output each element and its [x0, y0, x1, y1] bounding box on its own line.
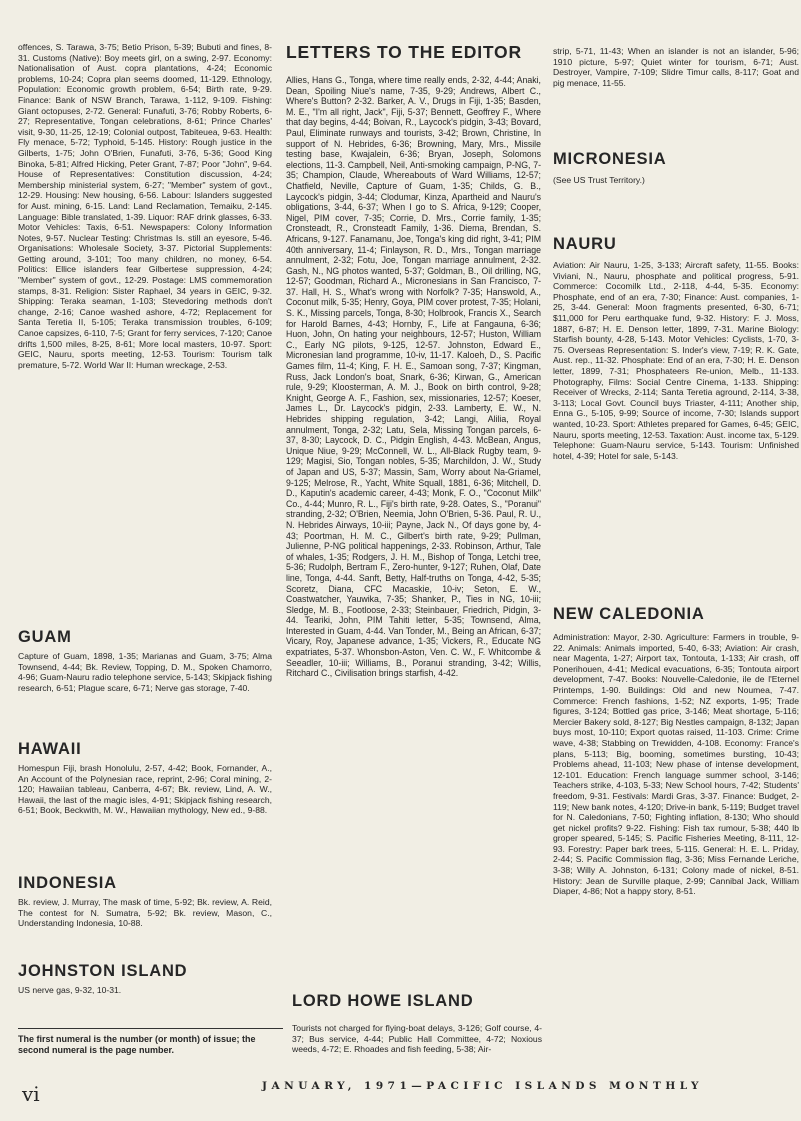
- hawaii-entries: Homespun Fiji, brash Honolulu, 2-57, 4-42; Book, Fornander, A., An Account of the Polynesian race, reprint, 2-96; Coral mining, 2-120; Hawaiian tableau, Canberra, 4-67; Bk. review, Lind, A. W., Hawaii, the last of the magic isles, 4-91; Skipjack fishing research, 6-51; Book, Beckwith, M. W., Hawaiian mythology, New ed., 9-88.: [18, 763, 272, 816]
- lordhowe-entries-continued: strip, 5-71, 11-43; When an islander is not an islander, 5-96; 1910 picture, 5-97; Quiet winter for tourism, 6-71; Aust. Destroyer, Vampire, 7-109; Slidre Timur calls, 8-117; Goat and pig menace, 11-55.: [553, 46, 799, 88]
- nauru-entries: Aviation: Air Nauru, 1-25, 3-133; Aircraft safety, 11-55. Books: Viviani, N., Nauru, phosphate and political progress, 5-91. Commerce: Cocomilk Ltd., 2-118, 4-44, 5-35. Economy: Phosphate, end of an era, 7-30; Finance: Aust. companies, 1-25, 3-44. General: Moon fragments presented, 6-30, 6-71; $11,000 for Peru earthquake fund, 9-32. History: F. J. Moss, 1887, 6-87; H. E. Denson letter, 1899, 7-31. Marine Biology: Starfish bounty, 4-28, 5-143. Motor Vehicles: Cyclists, 1-70, 3-75. Overseas Representation: S. Inder's view, 7-19; R. K. Gate, Aust. rep., 11-32. Phosphate: End of an era, 7-30; H. E. Denson letter, 1899, 7-31; Phosphateers Re-union, Melb., 11-133. Photography, Films: Social Centre Cinema, 1-133. Shipping: Receiver of Wrecks, 2-114; Santa Teretia aground, 2-114, 3-38, 3-113; Local Govt. Council buys Triaster, 4-111; Another ship, Enna G., 5-105, 9-99; Source of income, 7-30; Islands support wanted, 10-23. Sport: Athletes prepared for Games, 6-45; GEIC, Nauru, sports meeting, 12-53. Taxation: Aust. income tax, 5-129. Telephone: Guam-Nauru service, 5-143. Tourism: Unfinished hotel, 4-39; Hotel for sale, 5-143.: [553, 260, 799, 461]
- lordhowe-section: [292, 992, 542, 1055]
- nauru-heading: NAURU: [553, 235, 617, 253]
- johnston-heading: JOHNSTON ISLAND: [18, 962, 188, 980]
- letters-section: [286, 42, 541, 679]
- guam-section: [18, 628, 272, 693]
- letters-entries: Allies, Hans G., Tonga, where time really ends, 2-32, 4-44; Anaki, Dean, Spoiling Niue's name, 7-35, 9-29; Andrews, Albert C., Where's Button? 2-32. Barker, A. V., Drugs in Fiji, 1-35; Basden, M. E., "I'm all right, Jack", Fiji, 5-37; Bennett, Geoffrey F., Where that day begins, 4-44; Boivan, R., Laycock's pidgin, 3-43; Bovard, Paul, Eliminate runways and tourists, 3-42; Brown, Christine, In support of N. Hebrides, 6-36; Browning, Mary, Mrs., Missile testing base, Kwajalein, 6-36; Bryan, Joseph, Solomons elections, 11-3. Campbell, Neil, Anti-smoking campaign, P-NG, 7-35; Champion, Claude, Whereabouts of Ward Williams, 12-57; Chatfield, Neville, Capture of Guam, 1-35; Childs, G. B., Laycock's pidgin, 3-44; Clodumar, Kinza, Apartheid and Nauru's obligations, 3-44, 6-37; When I go to S. Africa, 9-129; Cooper, Nigel, PIM cover, 7-35; Corrie, D. Mrs., Corrie family, 1-35; Cronsteadt, R., Cronsteadt Family, 1-36. Diema, Brendan, S. Africans, 9-127. Fanamanu, Joe, Tonga's king did right, 3-41; PIM 40th anniversary, 11-4; Finlayson, R. D., Mrs., Tongan marriage annulment, 2-32; Fotu, Joe, Tongan marriage annulment, 2-32. Gash, N., NG photos wanted, 5-37; Goldman, B., Oil drilling, NG, 12-57; Goodman, Richard A., Micronesians in San Francisco, 7-37. Hall, H. S., What's wrong with Norfolk? 7-35; Hanswold, A., Coconut milk, 5-35; Henry, Goya, PIM cover protest, 7-35; Holani, S. K., Missing parcels, Tonga, 8-30; Holbrook, Francis X., Search for Harold Barnes, 4-43; Hornby, F., Life at Fangauna, 6-36; Huon, John, On hating your neighbours, 12-57; Huston, William C., Early NG pilots, 9-125, 12-57. Johnston, Edward E., Micronesian land programme, 10-iv, 11-17. Kaloeh, D., S. Pacific Games film, 11-4; King, F. H. E., Samoan song, 7-37; Kingman, Russ, Jack London's boat, Snark, 6-36; Kirwan, G., American rule, 9-29; Kloosterman, A. M. J., Book on birth control, 9-28; Knight, George A. F., Fashion, sex, missionaries, 12-57; Koeser, James L., Dr. Laycock's pidgin, 2-33. Lamberty, E. W., N. Hebrides shipping regulation, 3-42; Langi, Alilia, Royal annulment, Tonga, 2-32; Latu, Sela, Missing Tongan parcels, 6-37, 8-30; Laycock, D. C., Pidgin English, 4-43. McBean, Angus, Unique Niue, 9-29; McConnell, W. L., All-Black Rugby team, 9-129; Magisi, Sio, Tongan nobles, 5-35; Marchildon, J. W., Study of Japan and US, 5-37; Massin, Sam, Worry about Na-Griamel, 9-125; Melrose, R., Yacht, White Squall, 1881, 6-36; Mitchell, D. D., Kaputin's academic career, 4-43; Monk, F. O., "Coconut Milk" Co., 4-44; Munro, R. L., Fiji's birth rate, 9-28. Oates, S., "Poranui" stranding, 2-32; O'Brien, Neemia, John O'Brien, 5-36. Paul, R. U., N. Hebrides Airways, 10-iii; Payne, Jack N., Of days gone by, 4-43; Poortman, H. M. C., Gilbert's birth rate, 9-29; Pullman, Julienne, P-NG political happenings, 2-33. Robinson, Arthur, Tale of whales, 1-35; Rodgers, J. H. M., Bishop of Tonga, Letchi tree, 5-36; Rudolph, Bertram F., Zero-hunter, 9-127; Ruhen, Olaf, Date line, Tonga, 4-44. Sanft, Betty, Half-truths on Tonga, 4-42, 5-35; Scoretz, Diana, CFC Macaskie, 10-iv; Seton, E. W., Coastwatcher, Yauwika, 7-35; Shanker, P., Ties in NG, 10-iii; Sledge, M. B., Footloose, 2-33; Steinbauer, Friedrich, Pidgin, 3-44. Teariki, John, PIM Tahiti letter, 5-35; Townsend, Alma, Interested in Guam, 4-44. Van Tonder, M., Being an African, 6-37; Vicary, Roy, Japanese advance, 1-35; Vickers, R., Educate NG expatriates, 5-37. Whonsbon-Aston, Ven. C. W., F. Whitcombe & Seeadler, 10-iii; Williams, B., Poranui stranding, 3-42; Willis, Ritchard C., Civilisation brings starfish, 4-42.: [286, 75, 541, 679]
- lordhowe-continued: [553, 46, 799, 88]
- nauru-section: [553, 235, 799, 461]
- indonesia-entries: Bk. review, J. Murray, The mask of time, 5-92; Bk. review, A. Reid, The contest for N. Sumatra, 5-92; Bk. review, Mason, C., Understanding Indonesia, 10-88.: [18, 897, 272, 929]
- newcal-heading: NEW CALEDONIA: [553, 605, 705, 623]
- micronesia-section: [553, 150, 799, 186]
- hawaii-heading: HAWAII: [18, 740, 82, 758]
- lordhowe-heading: LORD HOWE ISLAND: [292, 992, 474, 1010]
- guam-heading: GUAM: [18, 628, 72, 646]
- running-footer: JANUARY, 1971—PACIFIC ISLANDS MONTHLY: [262, 1080, 703, 1092]
- indonesia-section: [18, 874, 272, 929]
- newcal-entries: Administration: Mayor, 2-30. Agriculture: Farmers in trouble, 9-22. Animals: Animals imported, 5-40, 6-33; Aviation: Air crash, near Magenta, 1-27; Airport tax, Tontouta, 1-133; Air crash, off Ponerihouen, 4-41; Medical evacuations, 6-35; Tontouta airport development, 7-47. Books: Nouvelle-Caledonie, ile de l'Eternel Printemps, 1-90. Buildings: Old and new Noumea, 7-47. Commerce: French fashions, 1-52; NZ exports, 1-95; Trade figures, 3-124; Bottled gas price, 3-146; Meat shortage, 5-116; Mercier Bakery sold, 8-127; Big Nestles campaign, 8-132; Japan buys most, 10-110; Export quotas raised, 11-103. Crime: Crime wave, 4-38; Stabbing on Trewidden, 4-108. Economy: France's plans, 5-113; Big, booming, sometimes bursting, 10-43; Problems ahead, 11-103; New phase of intense development, 12-101. Education: French language summer school, 3-146; Teachers strike, 4-103, 5-33; New School hours, 7-42; Students' freedom, 9-31. Festivals: Mardi Gras, 3-37. Finance: Budget, 2-119; New bank notes, 4-120; Drive-in bank, 5-119; Budget travel for N. Caledonians, 7-50; Fighting inflation, 8-130; Who should get nickel profits? 9-22. Fishing: Fish tax rumour, 5-38; 440 lb groper speared, 5-145; S. Pacific Fisheries Meeting, 8-111, 12-93. Forestry: Paper bark trees, 5-115. General: H. E. L. Priday, 2-44; S. Pacific Commission flag, 3-36; Miss Fernande Leriche, 3-38; Willy A. Johnston, 6-131; Colony made of nickel, 8-51. History: Jean de Surville plaque, 2-99; Cannibal Jack, William Diaper, 4-86; Not a happy story, 8-51.: [553, 632, 799, 897]
- guam-entries: Capture of Guam, 1898, 1-35; Marianas and Guam, 3-75; Alma Townsend, 4-44; Bk. Review, Topping, D. M., Spoken Chamorro, 4-96; Guam-Nauru radio telephone service, 5-143; Skipjack fishing research, 6-51; Plague scare, 6-71; Nerve gas storage, 7-40.: [18, 651, 272, 693]
- gilbert-ellice-entries: offences, S. Tarawa, 3-75; Betio Prison, 5-39; Bubuti and fines, 8-31. Customs (Native): Boy meets girl, on a swing, 2-97. Economy: Nationalisation of Aust. copra plantations, 4-24; Economic problems, 10-24; Copra plan seems doomed, 11-129. Ethnology, Population: Economic growth problem, 6-54; Birth rate, 9-29. Finance: Bank of NSW Branch, Tarawa, 1-112, 9-109. Fishing: Giant octopuses, 2-72. General: Funafuti, 3-76; Robby Roberts, 6-27; Representative, Tongan celebrations, 8-61; Prince Charles' visit, 9-30, 11-25, 12-19; Colonial outpost, Tabiteuea, 9-63. Health: Fly menace, 5-72; Typhoid, 5-145. History: Rough justice in the Gilberts, 1-75; John O'Brien, Funafuti, 3-76, 5-36; Good King Binoka, 5-81; Alfred Hicking, Peter Grant, 7-87; Poor "John", 9-64. House of Representatives: Constitution discussion, 4-24; Membership ministerial system, 6-27; "Member" system of govt., 12-29. Housing: New housing, 6-56. Labour: Islanders suggested for Aust. mining, 6-15. Land: Land Reclamation, Temaiku, 2-145. Language: Bible translated, 1-39. Liquor: RAF drink glasses, 6-33. Motor Vehicles: Taxis, 6-51. Newspapers: Colony Information Notes, 9-57. Nuclear Testing: Christmas Is. still an eyesore, 5-46. Organisations: Wholesale Society, 3-37. Pictorial Supplements: Getting around, 3-101; Too many children, no money, 6-54. Politics: Ellice islanders fear Gilbertese suppression, 4-24; "Member" system of govt., 12-29. Postage: LMS commemoration stamps, 8-31. Religion: Sister Raphael, 34 years in GEIC, 9-32. Shipping: Teraka seaman, 1-103; Stevedoring methods don't change, 2-16; Canoe washed ashore, 4-72; Replacement for Santa Teretia II, 5-105; Teraka transmission troubles, 6-109; Canoe capsizes, 6-110, 7-5; Grant for ferry services, 7-120; Canoe drifts 1,500 miles, 8-25, 8-61; More local masters, 10-97. Sport: GEIC, Nauru, sports meeting, 12-53. Tourism: Tourism talk premature, 5-72. World War II: Human wreckage, 2-53.: [18, 42, 272, 370]
- hawaii-section: [18, 740, 272, 816]
- letters-heading: LETTERS TO THE EDITOR: [286, 42, 522, 62]
- lordhowe-entries: Tourists not charged for flying-boat delays, 3-126; Golf course, 4-37; Bus service, 4-44; Public Hall Committee, 4-72; Noxious weeds, 4-72; E. Rhoades and fish feeding, 5-38; Air-: [292, 1023, 542, 1055]
- johnston-entries: US nerve gas, 9-32, 10-31.: [18, 985, 122, 995]
- newcal-section: [553, 605, 799, 897]
- micronesia-heading: MICRONESIA: [553, 150, 667, 168]
- indonesia-heading: INDONESIA: [18, 874, 117, 892]
- johnston-section: [18, 962, 272, 996]
- page-number: vi: [22, 1082, 40, 1106]
- micronesia-entries: (See US Trust Territory.): [553, 175, 645, 185]
- numbering-footnote: The first numeral is the number (or month) of issue; the second numeral is the page number.: [18, 1028, 283, 1056]
